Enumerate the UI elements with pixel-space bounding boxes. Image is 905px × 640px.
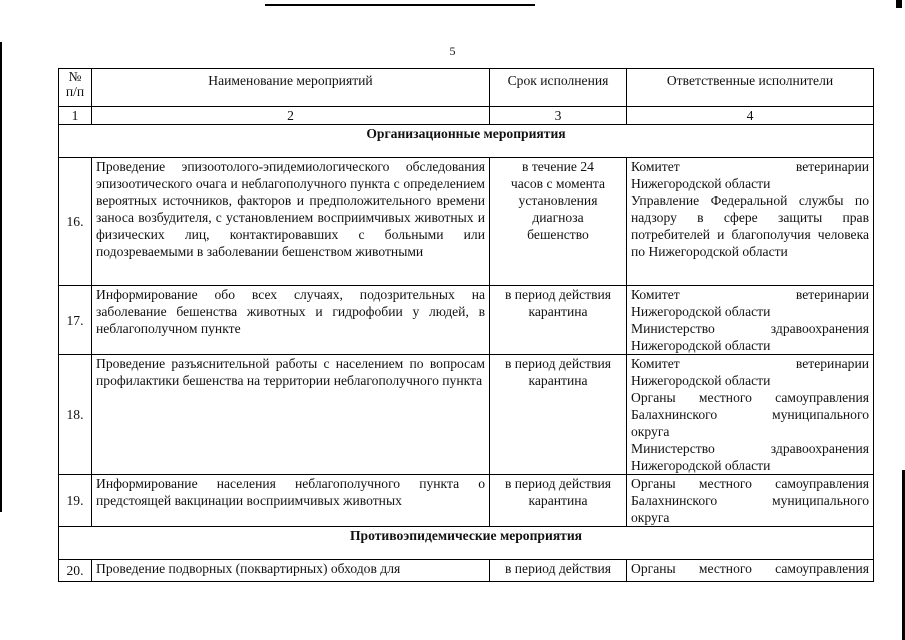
header-number-part: п/п (65, 84, 85, 99)
responsible-line: Министерство здравоохранения (631, 441, 869, 456)
page-number: 5 (449, 44, 456, 58)
responsible-executors (627, 475, 874, 527)
table-row (59, 355, 874, 475)
header-number-part: № (68, 69, 82, 84)
responsible-executors (627, 158, 874, 286)
header-term: Срок исполнения (490, 69, 627, 107)
responsible-line: округа (631, 424, 670, 439)
header-name: Наименование мероприятий (92, 69, 490, 107)
responsible-line: Комитет ветеринарии (631, 159, 869, 174)
measure-name: Проведение подворных (поквартирных) обходов для (92, 560, 490, 582)
measure-name: Информирование населения неблагополучного пункта о предстоящей вакцинации восприимчивых животных (92, 475, 490, 527)
row-number: 17. (59, 286, 92, 355)
measures-table (58, 68, 874, 582)
row-number: 19. (59, 475, 92, 527)
section-row (59, 527, 874, 560)
responsible-line: Нижегородской области (631, 338, 771, 353)
deadline: в период действия (490, 560, 627, 582)
section-title: Противоэпидемические мероприятия (59, 527, 874, 560)
measure-name: Проведение разъяснительной работы с населением по вопросам профилактики бешенства на территории неблагополучного пункта (92, 355, 490, 475)
column-number-2: 2 (92, 107, 490, 125)
section-row (59, 125, 874, 158)
section-title: Организационные мероприятия (59, 125, 874, 158)
measure-name: Проведение эпизоотолого-эпидемиологического обследования эпизоотического очага и неблагополучного пункта с определением вероятных источников, факторов и предположительного времени заноса возбудителя, с установлением восприимчивых животных и физических лиц, контактировавших с больными или подозреваемыми в заболевании бешенством животными (92, 158, 490, 286)
table-row (59, 475, 874, 527)
responsible-line: Комитет ветеринарии (631, 356, 869, 371)
scan-mark-top (265, 4, 535, 6)
header-number (59, 69, 92, 107)
deadline: в период действия карантина (490, 355, 627, 475)
responsible-line: Нижегородской области (631, 176, 771, 191)
column-number-4: 4 (627, 107, 874, 125)
responsible-line: Нижегородской области (631, 304, 771, 319)
deadline: в течение 24 часов с момента установления диагноза бешенство (490, 158, 627, 286)
column-number-row (59, 107, 874, 125)
header-responsible: Ответственные исполнители (627, 69, 874, 107)
responsible-executors (627, 286, 874, 355)
responsible-line: Балахнинского муниципального (631, 407, 869, 422)
table-row (59, 560, 874, 582)
table-header-row (59, 69, 874, 107)
column-number-1: 1 (59, 107, 92, 125)
responsible-line: Нижегородской области (631, 458, 771, 473)
row-number: 18. (59, 355, 92, 475)
responsible-line: Министерство здравоохранения (631, 321, 869, 336)
scan-mark-top-right (896, 0, 902, 8)
table-row (59, 286, 874, 355)
responsible-executors (627, 355, 874, 475)
row-number: 16. (59, 158, 92, 286)
responsible-line: Органы местного самоуправления (631, 561, 869, 576)
deadline: в период действия карантина (490, 286, 627, 355)
row-number: 20. (59, 560, 92, 582)
responsible-executors (627, 560, 874, 582)
deadline: в период действия карантина (490, 475, 627, 527)
scan-mark-left (0, 42, 2, 512)
responsible-line: Комитет ветеринарии (631, 287, 869, 302)
responsible-line: Органы местного самоуправления (631, 390, 869, 405)
column-number-3: 3 (490, 107, 627, 125)
table-row (59, 158, 874, 286)
responsible-line: Управление Федеральной службы по надзору в сфере защиты прав потребителей и благополучия человека по Нижегородской области (631, 193, 869, 259)
responsible-line: Органы местного самоуправления (631, 476, 869, 491)
responsible-line: Нижегородской области (631, 373, 771, 388)
responsible-line: Балахнинского муниципального (631, 493, 869, 508)
measure-name: Информирование обо всех случаях, подозрительных на заболевание бешенства животных и гидрофобии у людей, в неблагополучном пункте (92, 286, 490, 355)
responsible-line: округа (631, 510, 670, 525)
